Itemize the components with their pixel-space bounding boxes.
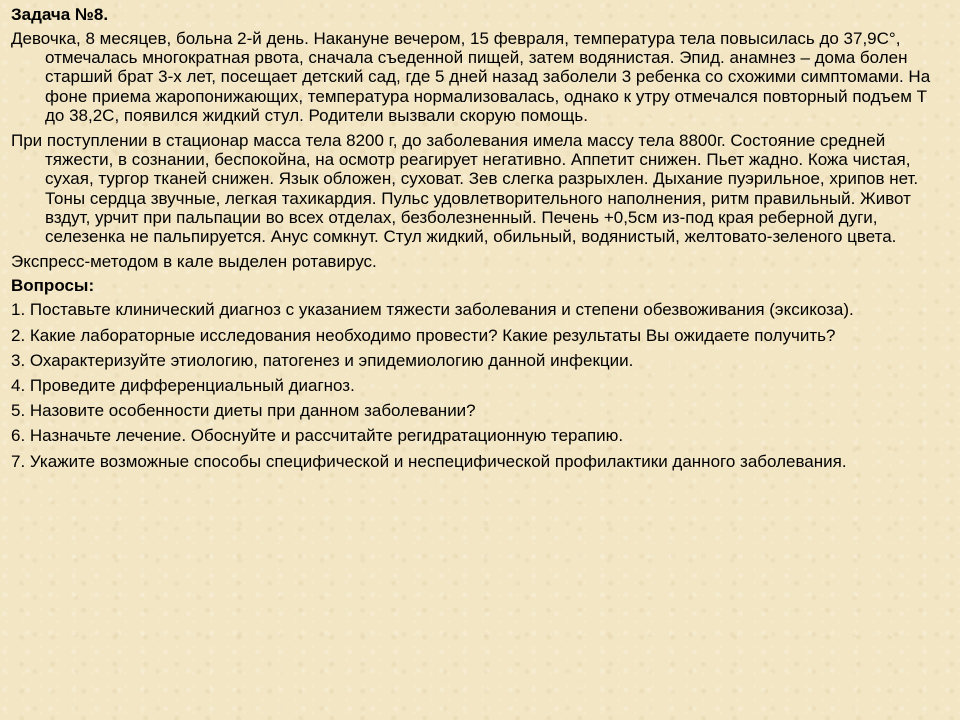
case-history-paragraph: Девочка, 8 месяцев, больна 2-й день. Накануне вечером, 15 февраля, температура тела повысилась до 37,9С°, отмечалась многократная рвота, сначала съеденной пищей, затем водянистая. Эпид. анамнез – дома болен старший брат 3-х лет, посещает детский сад, где 5 дней назад заболели 3 ребенка со схожими симптомами. На фоне приема жаропонижающих, температура нормализовалась, однако к утру отмечался повторный подъем Т до 38,2С, появился жидкий стул. Родители вызвали скорую помощь.: [11, 29, 931, 125]
question-item: 7. Укажите возможные способы специфической и неспецифической профилактики данного заболевания.: [11, 451, 847, 471]
question-item: 4. Проведите дифференциальный диагноз.: [11, 376, 355, 396]
task-title: Задача №8.: [11, 5, 109, 24]
question-item: 5. Назовите особенности диеты при данном заболевании?: [11, 401, 476, 421]
questions-title: Вопросы:: [11, 276, 95, 296]
question-item: 3. Охарактеризуйте этиологию, патогенез и эпидемиологию данной инфекции.: [11, 350, 634, 370]
question-item: 2. Какие лабораторные исследования необходимо провести? Какие результаты Вы ожидаете получить?: [11, 325, 836, 345]
admission-status-paragraph: При поступлении в стационар масса тела 8200 г, до заболевания имела массу тела 8800г. Состояние средней тяжести, в сознании, беспокойна, на осмотр реагирует негативно. Аппетит снижен. Пьет жадно. Кожа чистая, сухая, тургор тканей снижен. Язык обложен, суховат. Зев слегка разрыхлен. Дыхание пуэрильное, хрипов нет. Тоны сердца звучные, легкая тахикардия. Пульс удовлетворительного наполнения, ритм правильный. Живот вздут, урчит при пальпации во всех отделах, безболезненный. Печень +0,5см из-под края реберной дуги, селезенка не пальпируется. Анус сомкнут. Стул жидкий, обильный, водянистый, желтовато-зеленого цвета.: [11, 131, 919, 247]
lab-result-paragraph: Экспресс-методом в кале выделен ротавирус.: [11, 252, 377, 272]
question-item: 1. Поставьте клинический диагноз с указанием тяжести заболевания и степени обезвоживания (эксикоза).: [11, 300, 854, 320]
question-item: 6. Назначьте лечение. Обоснуйте и рассчитайте регидратационную терапию.: [11, 426, 624, 446]
